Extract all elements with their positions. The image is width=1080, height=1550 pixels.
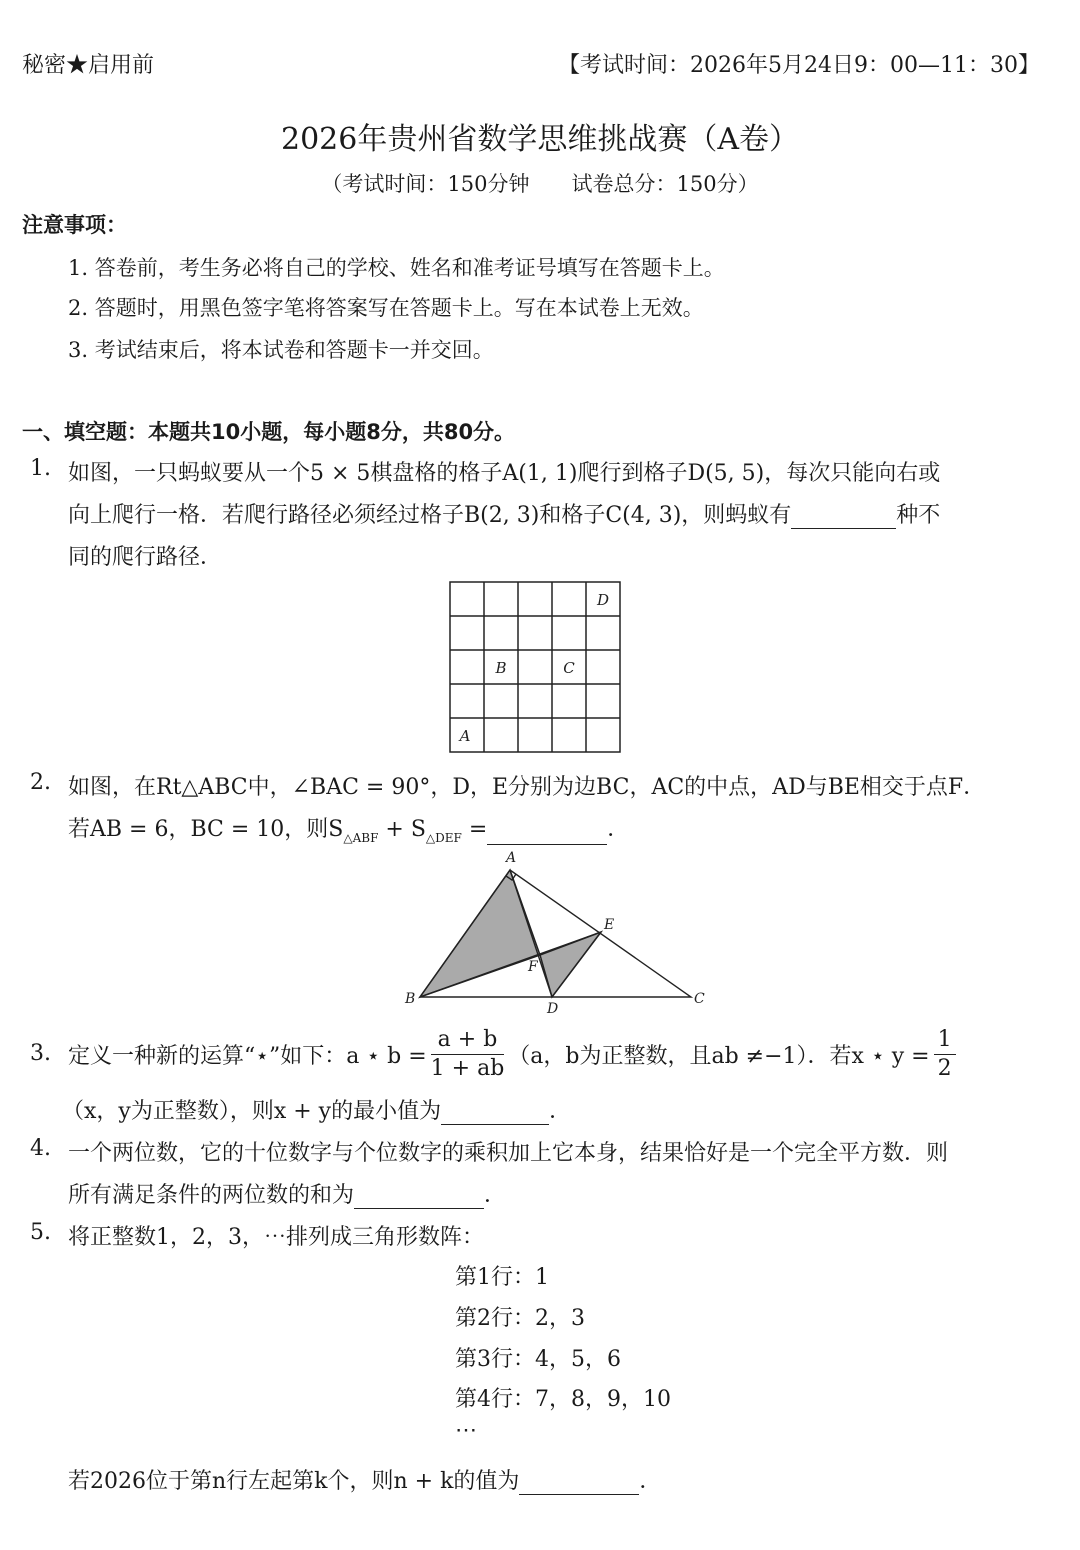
confidential-label: 秘密★启用前: [22, 53, 155, 78]
chessboard-grid-figure: [449, 581, 623, 755]
triangle-row: 第1行：1: [455, 1265, 549, 1290]
page-title: 2026年贵州省数学思维挑战赛（A卷）: [280, 122, 799, 157]
note-item: 3. 考试结束后，将本试卷和答题卡一并交回。: [68, 338, 494, 362]
q5-last-line: 若2026位于第n行左起第k个，则n + k的值为 ．: [68, 1469, 662, 1494]
grid-label-b: B: [495, 659, 507, 677]
fraction: $\frac{a + b}{1 + ab}$: [430, 1026, 505, 1081]
page-subtitle: （考试时间：150分钟 试卷总分：150分）: [321, 172, 759, 196]
section-heading: 一、填空题：本题共10小题，每小题8分，共80分。: [22, 420, 516, 444]
vertex-label-d: D: [547, 1001, 559, 1015]
grid-label-a: A: [459, 727, 471, 745]
vertex-label-c: C: [694, 991, 705, 1007]
answer-blank[interactable]: [354, 1184, 484, 1209]
q2-line2: 若AB = 6，BC = 10，则$S_{\triangle ABF} + S_{\triangle DEF}$ = ．: [68, 817, 630, 845]
q2-line1: 如图，在Rt△ABC中，∠BAC = 90°，D，E分别为边BC，AC的中点，AD与BE相交于点F．: [68, 775, 986, 800]
q4-line2: 所有满足条件的两位数的和为 ．: [68, 1183, 507, 1208]
answer-blank[interactable]: [441, 1100, 549, 1125]
vertex-label-e: E: [604, 917, 615, 933]
q1-line1: 如图，一只蚂蚁要从一个5 × 5棋盘格的格子A(1, 1)爬行到格子D(5, 5)，每次只能向右或: [68, 461, 941, 486]
triangle-row-ellipsis: ⋯: [455, 1418, 477, 1443]
question-number: 2.: [30, 770, 51, 795]
vertex-label-a: A: [506, 850, 517, 866]
q1-line2: 向上爬行一格．若爬行路径必须经过格子B(2, 3)和格子C(4, 3)，则蚂蚁有 种不: [68, 503, 941, 528]
answer-blank[interactable]: [791, 504, 896, 529]
grid-label-c: C: [563, 659, 575, 677]
q3-line1: 定义一种新的运算“⋆”如下：a ⋆ b = $\frac{a + b}{1 + ab}$ （a，b为正整数，且ab ≠−1）．若x ⋆ y = $\frac{1}{2}$: [68, 1024, 960, 1084]
q5-line1: 将正整数1，2，3，⋯排列成三角形数阵：: [68, 1225, 484, 1250]
fraction-half: $\frac{1}{2}$: [934, 1026, 956, 1083]
answer-blank[interactable]: [487, 820, 607, 845]
right-triangle-figure: [400, 845, 720, 1015]
question-number: 4.: [30, 1136, 51, 1161]
triangle-row: 第2行：2，3: [455, 1306, 585, 1331]
vertex-label-b: B: [405, 991, 416, 1007]
question-number: 3.: [30, 1041, 51, 1066]
grid-label-d: D: [596, 591, 610, 609]
answer-blank[interactable]: [519, 1470, 639, 1495]
question-number: 5.: [30, 1220, 51, 1245]
exam-time-header: 【考试时间：2026年5月24日9：00—11：30】: [558, 53, 1040, 78]
note-item: 1. 答卷前，考生务必将自己的学校、姓名和准考证号填写在答题卡上。: [68, 256, 725, 280]
q1-line3: 同的爬行路径．: [68, 545, 223, 570]
question-number: 1.: [30, 456, 51, 481]
q3-line2: （x，y为正整数），则x + y的最小值为 ．: [62, 1099, 572, 1124]
vertex-label-f: F: [528, 959, 538, 975]
note-item: 2. 答题时，用黑色签字笔将答案写在答题卡上。写在本试卷上无效。: [68, 296, 704, 320]
shaded-triangle-abf: [420, 870, 540, 997]
q4-line1: 一个两位数，它的十位数字与个位数字的乘积加上它本身，结果恰好是一个完全平方数．则: [68, 1141, 949, 1166]
notes-heading: 注意事项：: [22, 213, 127, 237]
triangle-row: 第3行：4，5，6: [455, 1347, 621, 1372]
triangle-row: 第4行：7，8，9，10: [455, 1387, 671, 1412]
